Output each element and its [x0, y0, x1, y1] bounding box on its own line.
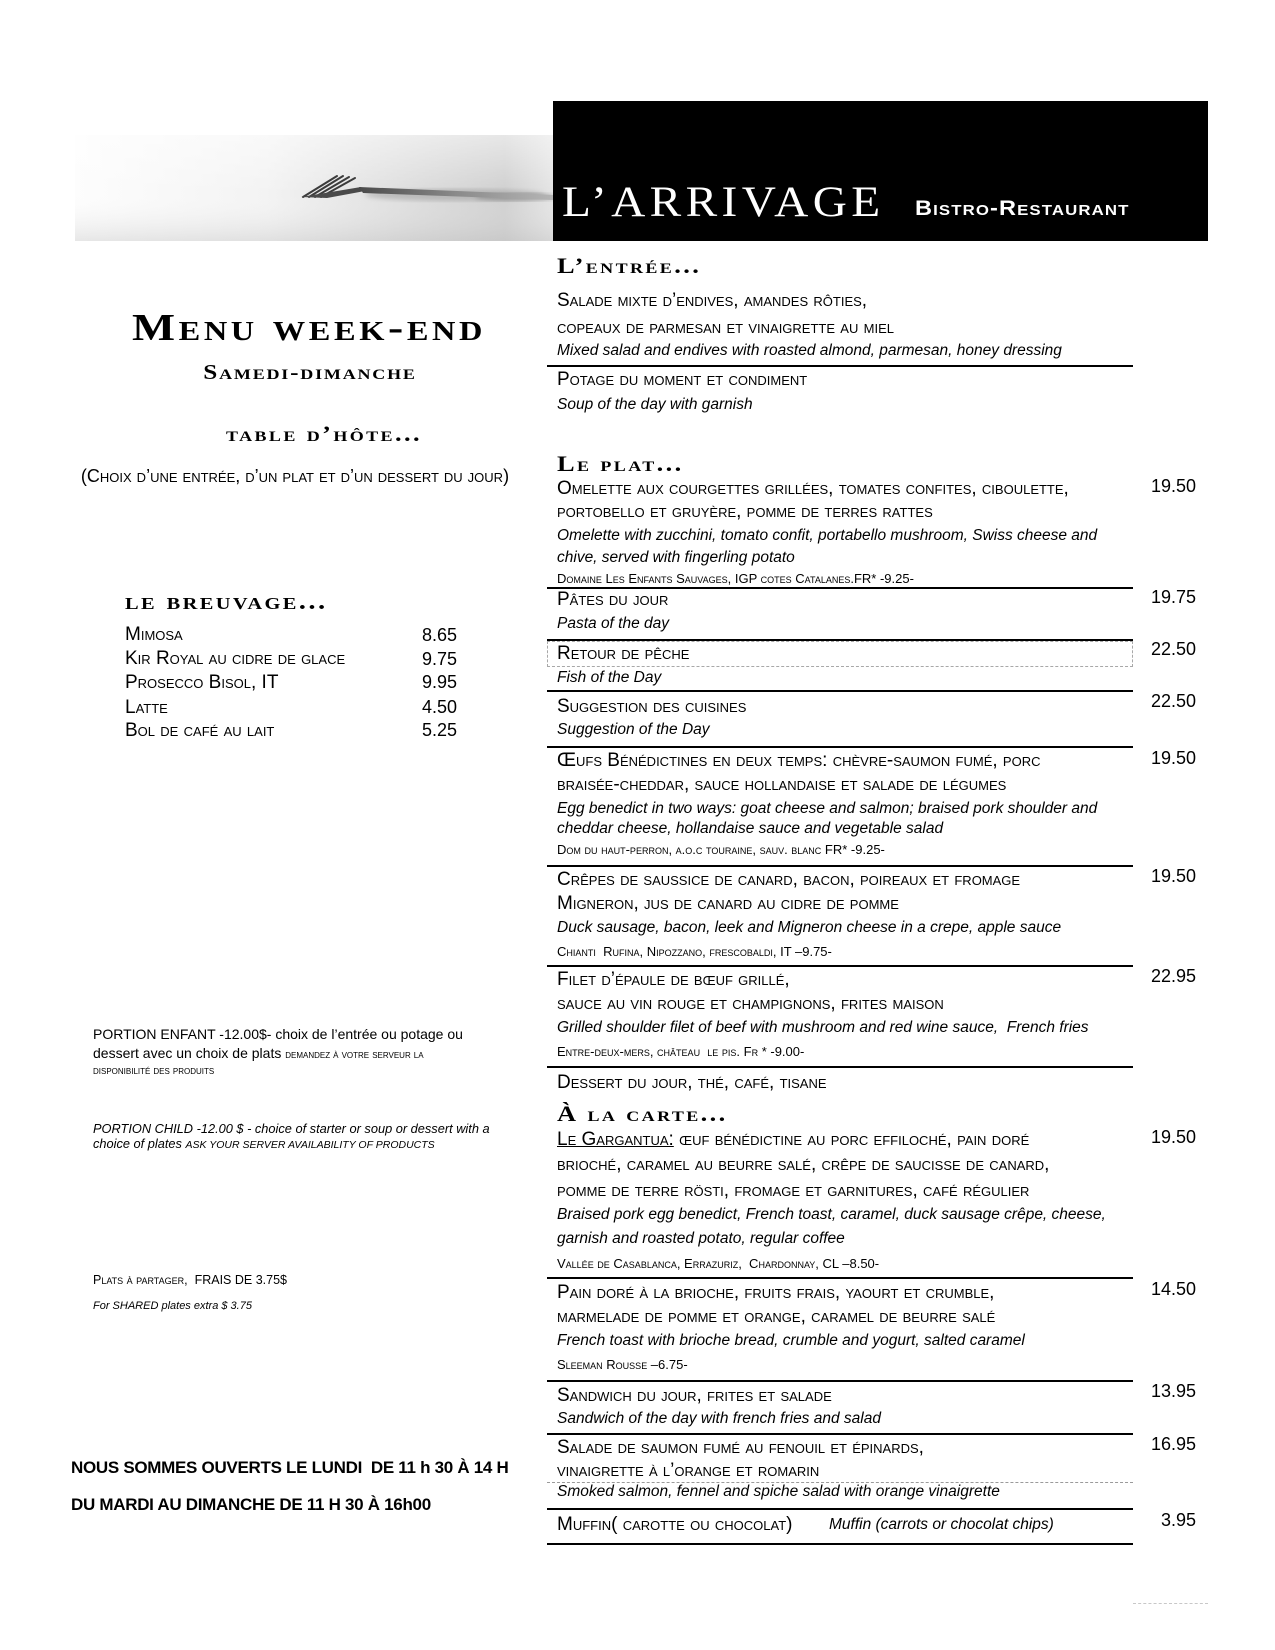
- menu-item-name: Muffin( carotte ou chocolat): [557, 1514, 793, 1535]
- section-heading-entree: L’entrée...: [557, 253, 702, 278]
- beverage-price: 9.95: [422, 672, 458, 692]
- beverage-price: 8.65: [422, 625, 458, 645]
- menu-item-english: Egg benedict in two ways: goat cheese and salmon; braised pork shoulder and: [557, 800, 1098, 817]
- kids-portion-en-line2: [93, 1138, 435, 1151]
- menu-item-name: Œufs Bénédictines en deux temps: chèvre-saumon fumé, porc: [557, 750, 1041, 771]
- menu-item-price: 19.50: [1150, 476, 1196, 496]
- menu-item-name: portobello et gruyère, pomme de terres rattes: [557, 501, 933, 522]
- gargantua-title: Le Gargantua:: [557, 1129, 674, 1150]
- menu-item-name: [557, 1130, 1029, 1149]
- menu-item-price: 22.50: [1150, 691, 1196, 711]
- beverage-name: Bol de café au lait: [125, 720, 275, 741]
- brand-subtitle: Bistro-Restaurant: [915, 197, 1130, 220]
- beverage-heading: le breuvage...: [125, 589, 328, 615]
- wine-pairing: Dom du haut-perron, a.o.c touraine, sauv. blanc FR* -9.25-: [557, 842, 885, 857]
- divider: [547, 865, 1133, 867]
- menu-item-name: sauce au vin rouge et champignons, frites maison: [557, 993, 944, 1014]
- divider: [547, 746, 1133, 748]
- wine-pairing: Domaine Les Enfants Sauvages, IGP cotes Catalanes.FR* -9.25-: [557, 571, 914, 586]
- menu-item-price: 19.50: [1150, 866, 1196, 886]
- menu-item-english: Duck sausage, bacon, leek and Migneron cheese in a crepe, apple sauce: [557, 919, 1062, 936]
- menu-item-price: 16.95: [1150, 1434, 1196, 1454]
- beverage-name: Prosecco Bisol, IT: [125, 672, 279, 693]
- menu-item-english: Omelette with zucchini, tomato confit, portabello mushroom, Swiss cheese and: [557, 527, 1098, 544]
- menu-item-name: Salade mixte d’endives, amandes rôties,: [557, 290, 868, 311]
- menu-item-english: Smoked salmon, fennel and spiche salad with orange vinaigrette: [557, 1483, 1000, 1500]
- menu-item-english: chive, served with fingerling potato: [557, 549, 795, 566]
- menu-item-english: Soup of the day with garnish: [557, 396, 753, 413]
- share-fr-fee: FRAIS DE 3.75$: [187, 1273, 287, 1287]
- menu-item-price: 22.95: [1150, 966, 1196, 986]
- menu-item-name: Sandwich du jour, frites et salade: [557, 1385, 832, 1406]
- divider: [547, 1066, 1133, 1068]
- menu-item-name: marmelade de pomme et orange, caramel de beurre salé: [557, 1306, 996, 1327]
- choice-note: (Choix d’une entrée, d’un plat et d’un dessert du jour): [80, 466, 510, 486]
- menu-item-name: Dessert du jour, thé, café, tisane: [557, 1072, 827, 1093]
- menu-item-price: 22.50: [1150, 639, 1196, 659]
- section-heading-carte: À la carte...: [557, 1101, 728, 1126]
- wine-pairing: Vallée de Casablanca, Errazuriz, Chardonnay, CL –8.50-: [557, 1256, 880, 1271]
- menu-item-name: Migneron, jus de canard au cidre de pomme: [557, 893, 899, 914]
- menu-item-name: Pâtes du jour: [557, 589, 669, 610]
- menu-item-name: Suggestion des cuisines: [557, 696, 747, 717]
- menu-item-name: vinaigrette à l’orange et romarin: [557, 1460, 820, 1481]
- menu-item-name: copeaux de parmesan et vinaigrette au miel: [557, 317, 894, 338]
- menu-item-english: Suggestion of the Day: [557, 721, 710, 738]
- menu-item-name: pomme de terre rösti, fromage et garnitures, café régulier: [557, 1180, 1030, 1201]
- kids-portion-fr-line1: PORTION ENFANT -12.00$- choix de l’entrée ou potage ou: [93, 1026, 463, 1042]
- menu-item-price: 13.95: [1150, 1381, 1196, 1401]
- beverage-price: 4.50: [422, 697, 458, 717]
- divider: [547, 1433, 1133, 1435]
- beverage-price: 9.75: [422, 649, 458, 669]
- wine-pairing: Chianti Rufina, Nipozzano, frescobaldi, IT –9.75-: [557, 944, 832, 959]
- divider: [547, 690, 1133, 692]
- menu-item-price: 19.75: [1150, 587, 1196, 607]
- menu-days: Samedi-dimanche: [203, 360, 417, 384]
- menu-item-price: 19.50: [1150, 1127, 1196, 1147]
- menu-item-english: Braised pork egg benedict, French toast, caramel, duck sausage crêpe, cheese,: [557, 1206, 1106, 1223]
- menu-item-name: Salade de saumon fumé au fenouil et épinards,: [557, 1437, 924, 1458]
- share-fee-fr: [93, 1274, 287, 1287]
- wine-pairing: Sleeman Rousse –6.75-: [557, 1357, 688, 1372]
- menu-title: Menu week-end: [131, 307, 487, 349]
- menu-item-name: brioché, caramel au beurre salé, crêpe de saucisse de canard,: [557, 1154, 1050, 1175]
- menu-item-english: garnish and roasted potato, regular coffee: [557, 1230, 845, 1247]
- menu-item-name: Potage du moment et condiment: [557, 369, 808, 390]
- dotted-divider: [547, 1482, 1133, 1483]
- beverage-name: Mimosa: [125, 624, 183, 645]
- gargantua-description: œuf bénédictine au porc effiloché, pain doré: [673, 1129, 1030, 1150]
- share-fee-en: For SHARED plates extra $ 3.75: [93, 1300, 252, 1312]
- menu-item-name: Filet d’épaule de bœuf grillé,: [557, 969, 790, 990]
- section-heading-plat: Le plat...: [557, 451, 684, 476]
- beverage-name: Kir Royal au cidre de glace: [125, 648, 346, 669]
- divider: [547, 965, 1133, 967]
- menu-item-name: Omelette aux courgettes grillées, tomates confites, ciboulette,: [557, 478, 1069, 499]
- menu-item-english: Sandwich of the day with french fries and salad: [557, 1410, 881, 1427]
- kids-portion-fr-line2: [93, 1046, 424, 1061]
- menu-item-name: Crêpes de saussice de canard, bacon, poireaux et fromage: [557, 869, 1021, 890]
- table-hote-heading: table d’hôte...: [226, 421, 422, 446]
- menu-item-english: Fish of the Day: [557, 669, 662, 686]
- menu-item-price: 14.50: [1150, 1279, 1196, 1299]
- menu-item-english: Mixed salad and endives with roasted almond, parmesan, honey dressing: [557, 342, 1062, 359]
- menu-item-name: Retour de pêche: [557, 643, 690, 664]
- divider: [547, 1508, 1133, 1510]
- kids-portion-en-text: choice of plates: [93, 1136, 186, 1151]
- menu-item-english: French toast with brioche bread, crumble and yogurt, salted caramel: [557, 1332, 1025, 1349]
- kids-portion-en-ask: ASK YOUR SERVER AVAILABILITY OF PRODUCTS: [185, 1139, 435, 1151]
- menu-item-english: Pasta of the day: [557, 615, 670, 632]
- menu-item-price: 19.50: [1150, 748, 1196, 768]
- menu-item-name: braisée-cheddar, sauce hollandaise et salade de légumes: [557, 774, 1007, 795]
- divider: [547, 1380, 1133, 1382]
- brand-name: L’ARRIVAGE: [562, 179, 885, 226]
- opening-hours-line2: DU MARDI AU DIMANCHE DE 11 H 30 À 16h00: [71, 1495, 431, 1514]
- kids-portion-fr-text: dessert avec un choix de plats: [93, 1045, 286, 1061]
- menu-item-price: 3.95: [1160, 1510, 1196, 1530]
- corner-dashed-line: [1133, 1603, 1208, 1604]
- opening-hours-line1: NOUS SOMMES OUVERTS LE LUNDI DE 11 h 30 À 14 H: [71, 1458, 509, 1477]
- kids-portion-en-line1: PORTION CHILD -12.00 $ - choice of starter or soup or dessert with a: [93, 1121, 490, 1136]
- kids-portion-fr-ask: demandez à votre serveur la: [285, 1049, 424, 1061]
- beverage-name: Latte: [125, 697, 168, 718]
- menu-item-name: Pain doré à la brioche, fruits frais, yaourt et crumble,: [557, 1282, 995, 1303]
- menu-item-english: Muffin (carrots or chocolat chips): [829, 1516, 1054, 1533]
- divider: [547, 365, 1133, 367]
- divider: [547, 1277, 1133, 1279]
- kids-portion-fr-ask-line2: disponibilité des produits: [93, 1065, 215, 1077]
- share-fr-label: Plats à partager,: [93, 1273, 188, 1287]
- beverage-price: 5.25: [422, 720, 458, 740]
- divider: [547, 1543, 1133, 1545]
- menu-item-english: cheddar cheese, hollandaise sauce and vegetable salad: [557, 820, 944, 837]
- wine-pairing: Entre-deux-mers, château le pis. Fr * -9.00-: [557, 1044, 805, 1059]
- menu-item-english: Grilled shoulder filet of beef with mushroom and red wine sauce, French fries: [557, 1019, 1089, 1036]
- fork-photo: [75, 135, 553, 241]
